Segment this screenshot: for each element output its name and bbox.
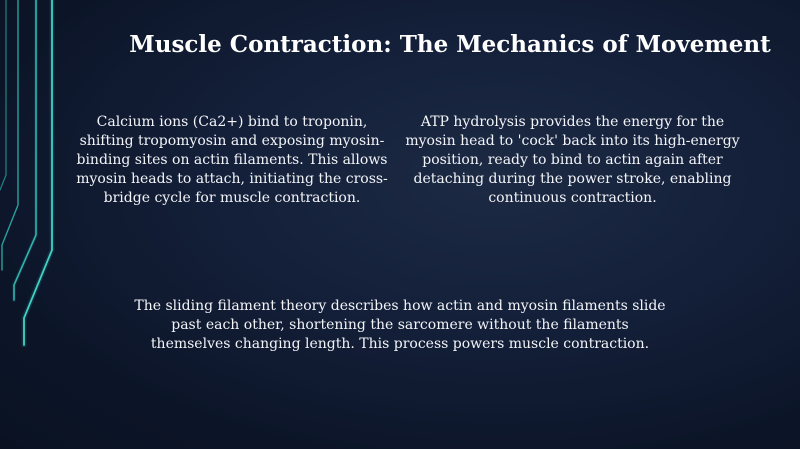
paragraph-sliding-filament-theory: The sliding filament theory describes how actin and myosin filaments slide past each other, shortening the sarcomere without the filaments themselves changing length. This process powers muscle contraction. (134, 298, 666, 352)
paragraph-atp-hydrolysis: ATP hydrolysis provides the energy for the myosin head to 'cock' back into its high-energy position, ready to bind to actin again after detaching during the power stroke, enabling continuous contraction. (405, 114, 740, 206)
decorative-circuit-lines (0, 0, 120, 449)
accent-line-1 (0, 0, 6, 190)
paragraph-calcium-troponin: Calcium ions (Ca2+) bind to troponin, shifting tropomyosin and exposing myosin-binding sites on actin filaments. This allows myosin heads to attach, initiating the cross-bridge cycle for muscle contraction. (76, 114, 388, 206)
slide-title: Muscle Contraction: The Mechanics of Movement (129, 31, 771, 58)
accent-line-2 (2, 0, 18, 270)
